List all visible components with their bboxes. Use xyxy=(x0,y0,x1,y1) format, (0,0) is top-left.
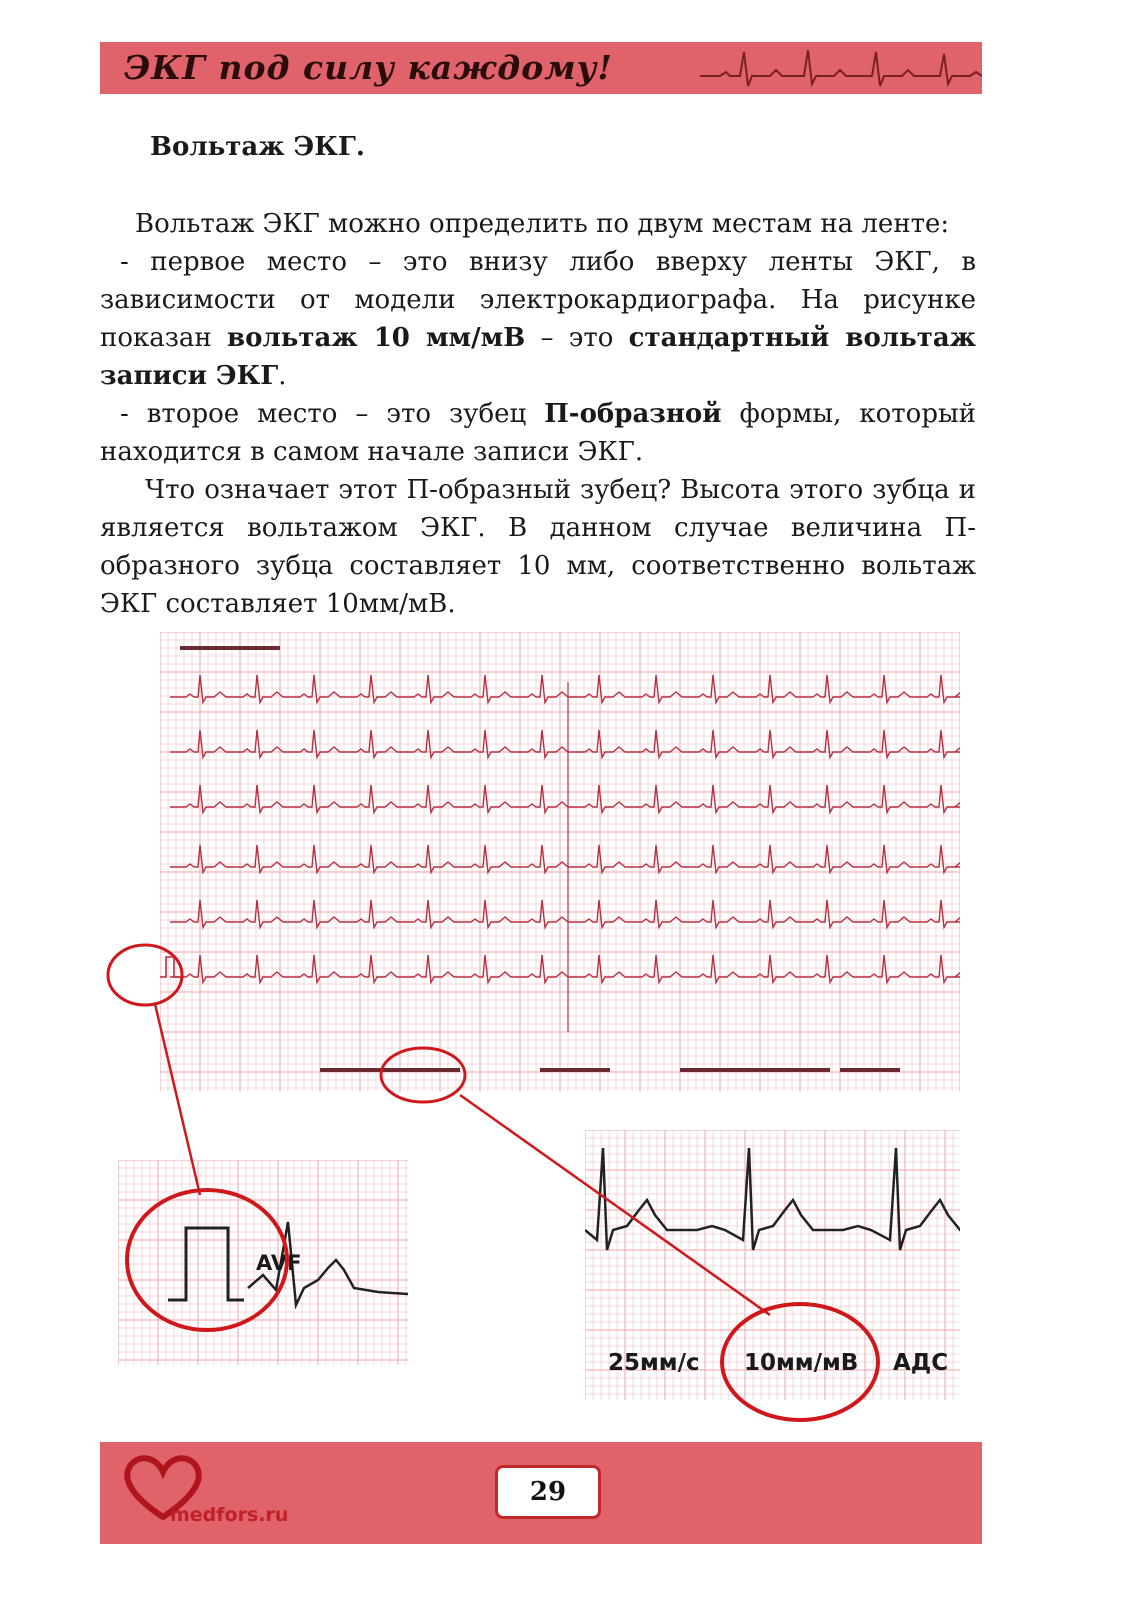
filter-label: АДС xyxy=(893,1350,949,1376)
header-title: ЭКГ под силу каждому! xyxy=(124,48,613,87)
footer-text-smudge xyxy=(400,1068,460,1072)
logo-text: medfors.ru xyxy=(170,1504,289,1526)
p2-text-e: . xyxy=(278,361,287,391)
grid-lines xyxy=(160,632,960,1092)
speed-label: 25мм/с xyxy=(608,1350,700,1376)
lead-trace xyxy=(170,675,960,703)
p2-text-a: - первое место – это внизу либо вверху ленты ЭКГ, в зависимости от модели электрокардиографа. На рисунке показан xyxy=(100,247,976,353)
lead-trace xyxy=(170,955,960,983)
body-text xyxy=(100,205,976,623)
footer-text-smudge xyxy=(840,1068,900,1072)
p2-bold-standard: стандартный вольтаж записи ЭКГ xyxy=(100,323,976,391)
section-title: Вольтаж ЭКГ. xyxy=(150,132,365,162)
p2-bold-voltage: вольтаж 10 мм/мВ xyxy=(227,323,526,353)
footer-text-smudge xyxy=(760,1068,830,1072)
paragraph-2 xyxy=(100,243,976,395)
p3-bold-shape: П-образной xyxy=(544,399,722,429)
footer-text-smudge xyxy=(540,1068,610,1072)
p2-text-c: – это xyxy=(525,323,629,353)
p3-text-a: - второе место – это зубец xyxy=(120,399,545,429)
lead-trace xyxy=(170,785,960,813)
paragraph-3 xyxy=(100,395,976,471)
header-band xyxy=(100,42,982,94)
footer-text-smudge xyxy=(180,646,280,650)
voltage-label: 10мм/мВ xyxy=(744,1350,859,1376)
lead-trace xyxy=(170,845,960,873)
footer-text-smudge xyxy=(680,1068,760,1072)
p3-text-c: формы, который находится в самом начале записи ЭКГ. xyxy=(100,399,976,467)
ecg-main-strip xyxy=(160,632,960,1092)
page-number: 29 xyxy=(495,1465,601,1519)
footer-band xyxy=(100,1442,982,1544)
header-ecg-trace xyxy=(700,42,982,94)
paragraph-1: Вольтаж ЭКГ можно определить по двум местам на ленте: xyxy=(135,209,950,239)
paragraph-4: Что означает этот П-образный зубец? Высота этого зубца и является вольтажом ЭКГ. В данном случае величина П-образного зубца составляет 10 мм, соответственно вольтаж ЭКГ составляет 10мм/мВ. xyxy=(100,475,976,619)
lead-label-avf: AVF xyxy=(256,1251,302,1275)
